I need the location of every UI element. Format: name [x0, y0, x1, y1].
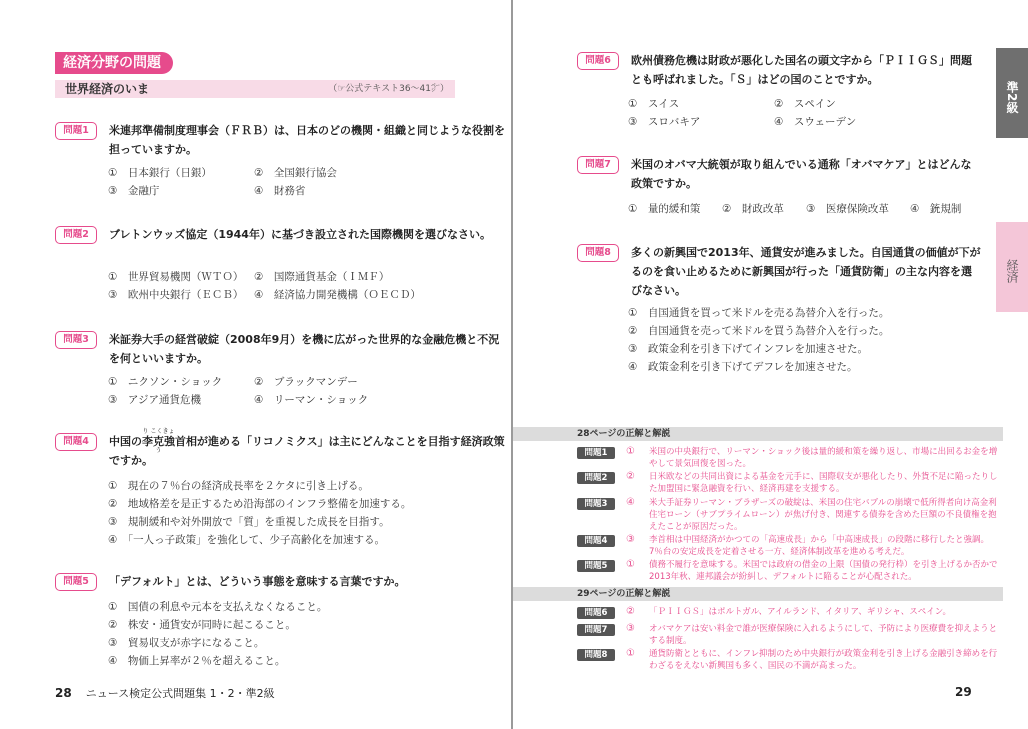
- question-text: 欧州債務危機は財政が悪化した国名の頭文字から「ＰＩＩＧＳ」問題とも呼ばれました。「Ｓ」はどの国のことですか。: [631, 54, 972, 86]
- option[interactable]: ③ アジア通貨危機: [108, 394, 202, 406]
- option[interactable]: ③ 規制緩和や対外開放で「質」を重視した成長を目指す。: [108, 516, 390, 528]
- option[interactable]: ④ 政策金利を引き下げてデフレを加速させた。: [628, 361, 858, 373]
- tab-category[interactable]: 経済: [996, 222, 1028, 312]
- option[interactable]: ① 世界貿易機関（ＷＴＯ）: [108, 271, 244, 283]
- left-page: [0, 0, 512, 729]
- answer-badge: 問題4: [577, 535, 615, 547]
- answer-badge: 問題5: [577, 560, 615, 572]
- answer-number: ④: [626, 497, 635, 508]
- answer-badge: 問題8: [577, 649, 615, 661]
- answer-number: ③: [626, 623, 635, 634]
- question-badge: 問題5: [55, 573, 97, 591]
- option[interactable]: ② 株安・通貨安が同時に起こること。: [108, 619, 296, 631]
- tab-level[interactable]: 準2級: [996, 48, 1028, 138]
- option[interactable]: ④ リーマン・ショック: [254, 394, 369, 406]
- answer-number: ③: [626, 534, 635, 545]
- option[interactable]: ② 全国銀行協会: [254, 167, 337, 179]
- subsection-title: 世界経済のいま: [65, 82, 150, 96]
- answers-heading-29: 29ページの正解と解説: [513, 587, 1003, 601]
- section-title: 経済分野の問題: [55, 52, 173, 74]
- page-number-left: 28: [55, 686, 72, 700]
- option[interactable]: ③ スロバキア: [628, 116, 701, 128]
- question-text: 米連邦準備制度理事会（ＦＲＢ）は、日本のどの機関・組織と同じような役割を担っていますか。: [109, 124, 505, 156]
- option[interactable]: ④ スウェーデン: [774, 116, 857, 128]
- option[interactable]: ① スイス: [628, 98, 680, 110]
- question-text: 「デフォルト」とは、どういう事態を意味する言葉ですか。: [109, 575, 406, 588]
- question-text: 米証券大手の経営破綻（2008年9月）を機に広がった世界的な金融危機と不況を何といいますか。: [109, 333, 500, 365]
- answer-explanation: 「ＰＩＩＧＳ」はポルトガル、アイルランド、イタリア、ギリシャ、スペイン。: [649, 607, 952, 617]
- option[interactable]: ① 量的緩和策: [628, 203, 701, 215]
- answer-number: ②: [626, 471, 635, 482]
- option[interactable]: ④ 銃規制: [910, 203, 962, 215]
- footer-left: [55, 685, 275, 701]
- option[interactable]: ② ブラックマンデー: [254, 376, 358, 388]
- question-badge: 問題1: [55, 122, 97, 140]
- answer-explanation: オバマケアは安い料金で誰が医療保険に入れるようにして、予防により医療費を抑えようとする制度。: [649, 624, 998, 646]
- option[interactable]: ② 財政改革: [722, 203, 784, 215]
- question-badge: 問題2: [55, 226, 97, 244]
- subsection-bar: [55, 80, 455, 98]
- question-badge: 問題4: [55, 433, 97, 451]
- answer-badge: 問題1: [577, 447, 615, 459]
- option[interactable]: ③ 政策金利を引き下げてインフレを加速させた。: [628, 343, 869, 355]
- text-reference: （☞公式テキスト36～41㌻）: [328, 84, 449, 94]
- option[interactable]: ① 国債の利息や元本を支払えなくなること。: [108, 601, 328, 613]
- answer-explanation: 通貨防衛とともに、インフレ抑制のため中央銀行が政策金利を引き上げる金融引き締めを行わざるをえない新興国も多く、国民の不満が高まった。: [649, 649, 998, 671]
- answer-badge: 問題7: [577, 624, 615, 636]
- option[interactable]: ④ 物価上昇率が２％を超えること。: [108, 655, 286, 667]
- answer-number: ①: [626, 559, 635, 570]
- answers-heading-28: 28ページの正解と解説: [513, 427, 1003, 441]
- page-number-right: 29: [955, 685, 972, 699]
- option[interactable]: ② 国際通貨基金（ＩＭＦ）: [254, 271, 390, 283]
- footer-title: ニュース検定公式問題集 1・2・準2級: [85, 687, 275, 700]
- question-text: 米国のオバマ大統領が取り組んでいる通称「オバマケア」とはどんな政策ですか。: [631, 158, 972, 190]
- option[interactable]: ① 現在の７％台の経済成長率を２ケタに引き上げる。: [108, 480, 369, 492]
- option[interactable]: ③ 欧州中央銀行（ＥＣＢ）: [108, 289, 244, 301]
- answer-explanation: 米大手証券リーマン・ブラザーズの破綻は、米国の住宅バブルの崩壊で低所得者向け高金利住宅ローン（サブプライムローン）が焦げ付き、関連する債券を含めた巨額の不良債権を抱えたことが原因だった。: [649, 498, 997, 532]
- option[interactable]: ① 自国通貨を買って米ドルを売る為替介入を行った。: [628, 307, 890, 319]
- option[interactable]: ② 地域格差を是正するため沿海部のインフラ整備を加速する。: [108, 498, 412, 510]
- question-text: 中国の り こくきょう 李克強首相が進める「リコノミクス」は主にどんなことを目指す経済政策ですか。: [109, 428, 505, 467]
- option[interactable]: ① 日本銀行（日銀）: [108, 167, 212, 179]
- option[interactable]: ④ 経済協力開発機構（ＯＥＣＤ）: [254, 289, 421, 301]
- answer-explanation: 米国の中央銀行で、リーマン・ショック後は量的緩和策を繰り返し、市場に出回るお金を増やして景気回復を図った。: [649, 447, 998, 469]
- answer-explanation: 日米欧などの共同出資による基金を元手に、国際収支が悪化したり、外貨不足に陥ったりした加盟国に緊急融資を行い、経済再建を支援する。: [649, 472, 998, 494]
- option[interactable]: ④ 財務省: [254, 185, 306, 197]
- option[interactable]: ③ 医療保険改革: [806, 203, 889, 215]
- answer-number: ①: [626, 648, 635, 659]
- option[interactable]: ③ 貿易収支が赤字になること。: [108, 637, 265, 649]
- option[interactable]: ① ニクソン・ショック: [108, 376, 223, 388]
- question-text: 多くの新興国で2013年、通貨安が進みました。自国通貨の価値が下がるのを食い止めるために新興国が行った「通貨防衛」の主な内容を選びなさい。: [631, 246, 981, 297]
- option[interactable]: ② 自国通貨を売って米ドルを買う為替介入を行った。: [628, 325, 890, 337]
- answer-explanation: 債務不履行を意味する。米国では政府の借金の上限（国債の発行枠）を引き上げるか否かで2013年秋、連邦議会が紛糾し、デフォルトに陥ることが心配された。: [649, 560, 998, 582]
- option[interactable]: ④ 「一人っ子政策」を強化して、少子高齢化を加速する。: [108, 534, 385, 546]
- answer-badge: 問題2: [577, 472, 615, 484]
- question-text: ブレトンウッズ協定（1944年）に基づき設立された国際機関を選びなさい。: [109, 228, 491, 241]
- question-badge: 問題8: [577, 244, 619, 262]
- question-badge: 問題3: [55, 331, 97, 349]
- answer-number: ①: [626, 446, 635, 457]
- answer-number: ②: [626, 606, 635, 617]
- answer-explanation: 李首相は中国経済がかつての「高速成長」から「中高速成長」の段階に移行したと強調。7％台の安定成長を定着させる一方、経済体制改革を進める考えだ。: [649, 535, 990, 557]
- question-badge: 問題6: [577, 52, 619, 70]
- option[interactable]: ② スペイン: [774, 98, 836, 110]
- ruby-name: り こくきょう 李克強: [142, 428, 175, 454]
- answer-badge: 問題3: [577, 498, 615, 510]
- option[interactable]: ③ 金融庁: [108, 185, 160, 197]
- answer-badge: 問題6: [577, 607, 615, 619]
- question-badge: 問題7: [577, 156, 619, 174]
